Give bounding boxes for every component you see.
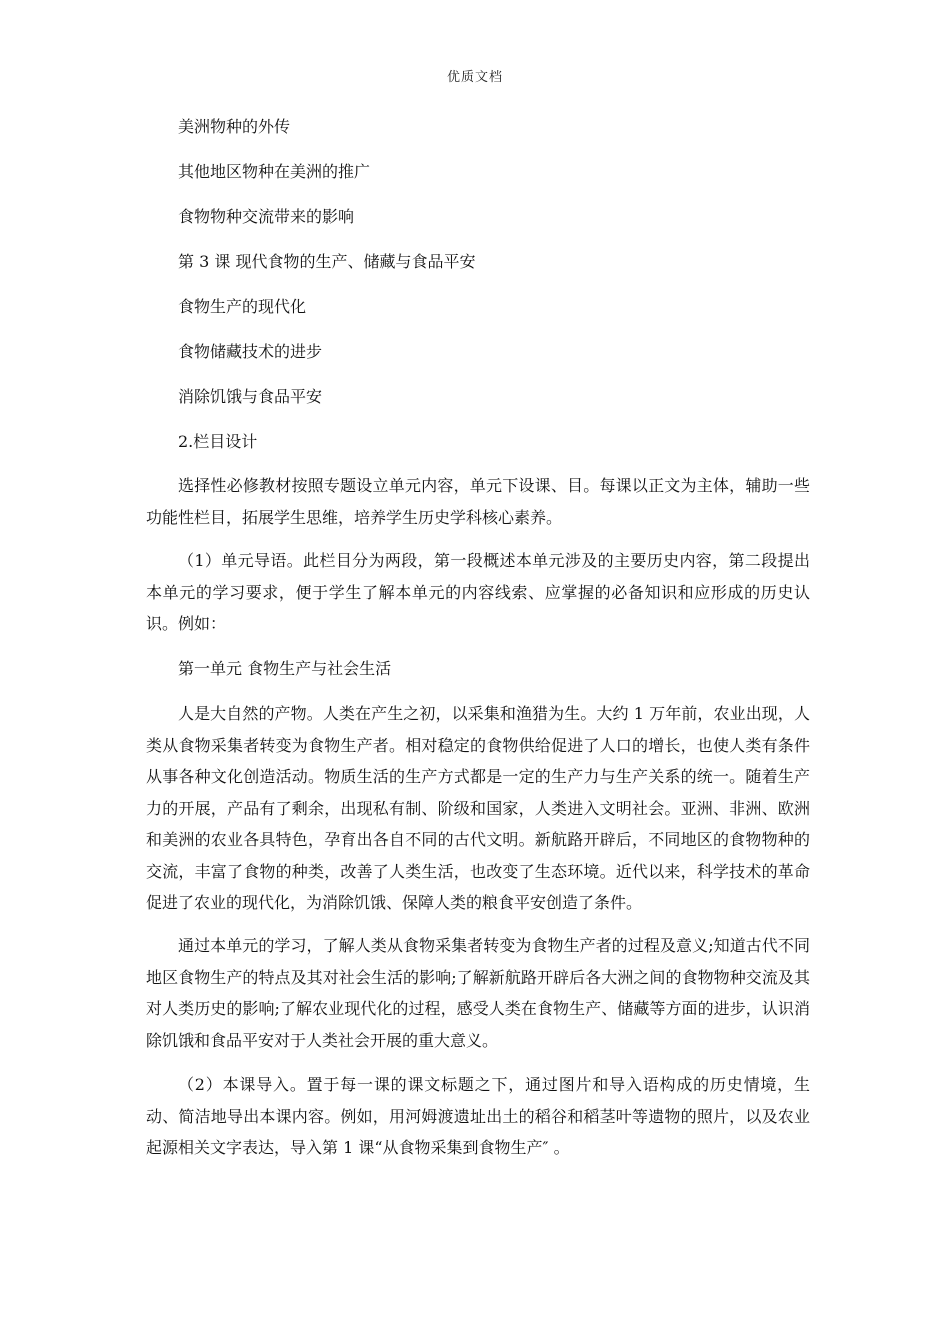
paragraph-unit-introduction: （1）单元导语。此栏目分为两段，第一段概述本单元涉及的主要历史内容，第二段提出本单元的学习要求，便于学生了解本单元的内容线索、应掌握的必备知识和应形成的历史认识。例如： xyxy=(146,551,810,633)
paragraph-unit-one-overview: 人是大自然的产物。人类在产生之初，以采集和渔猎为生。大约 1 万年前，农业出现，人类从食物采集者转变为食物生产者。相对稳定的食物供给促进了人口的增长，也使人类有条件从事各种文化创造活动。物质生活的生产方式都是一定的生产力与生产关系的统一。随着生产力的开展，产品有了剩余，出现私有制、阶级和国家，人类进入文明社会。亚洲、非洲、欧洲和美洲的农业各具特色，孕育出各自不同的古代文明。新航路开辟后，不同地区的食物物种的交流，丰富了食物的种类，改善了人类生活，也改变了生态环境。近代以来，科学技术的革命促进了农业的现代化，为消除饥饿、保障人类的粮食平安创造了条件。 xyxy=(146,704,810,912)
section-heading-column-design: 2.栏目设计 xyxy=(178,432,258,451)
toc-item-lesson-3-title: 第 3 课 现代食物的生产、储藏与食品平安 xyxy=(178,252,476,271)
toc-item-food-production-modernization: 食物生产的现代化 xyxy=(178,297,307,316)
toc-item-species-exchange-impact: 食物物种交流带来的影响 xyxy=(178,207,355,226)
toc-item-food-storage-progress: 食物储藏技术的进步 xyxy=(178,342,323,361)
paragraph-unit-one-title: 第一单元 食物生产与社会生活 xyxy=(178,659,392,678)
paragraph-learning-requirements: 通过本单元的学习，了解人类从食物采集者转变为食物生产者的过程及意义;知道古代不同地区食物生产的特点及其对社会生活的影响;了解新航路开辟后各大洲之间的食物物种交流及其对人类历史的影响;了解农业现代化的过程，感受人类在食物生产、储藏等方面的进步，认识消除饥饿和食品平安对于人类社会开展的重大意义。 xyxy=(146,936,810,1050)
page-header: 优质文档 xyxy=(446,70,503,85)
toc-item-americas-species-spread: 美洲物种的外传 xyxy=(178,117,291,136)
paragraph-lesson-introduction: （2）本课导入。置于每一课的课文标题之下，通过图片和导入语构成的历史情境，生动、简洁地导出本课内容。例如，用河姆渡遗址出土的稻谷和稻茎叶等遗物的照片，以及农业起源相关文字表达，导入第 1 课“从食物采集到食物生产″ 。 xyxy=(146,1075,810,1157)
toc-item-hunger-and-food-safety: 消除饥饿与食品平安 xyxy=(178,387,323,406)
paragraph-textbook-structure: 选择性必修教材按照专题设立单元内容，单元下设课、目。每课以正文为主体，辅助一些功能性栏目，拓展学生思维，培养学生历史学科核心素养。 xyxy=(146,476,810,527)
toc-item-other-species-in-americas: 其他地区物种在美洲的推广 xyxy=(178,162,371,181)
